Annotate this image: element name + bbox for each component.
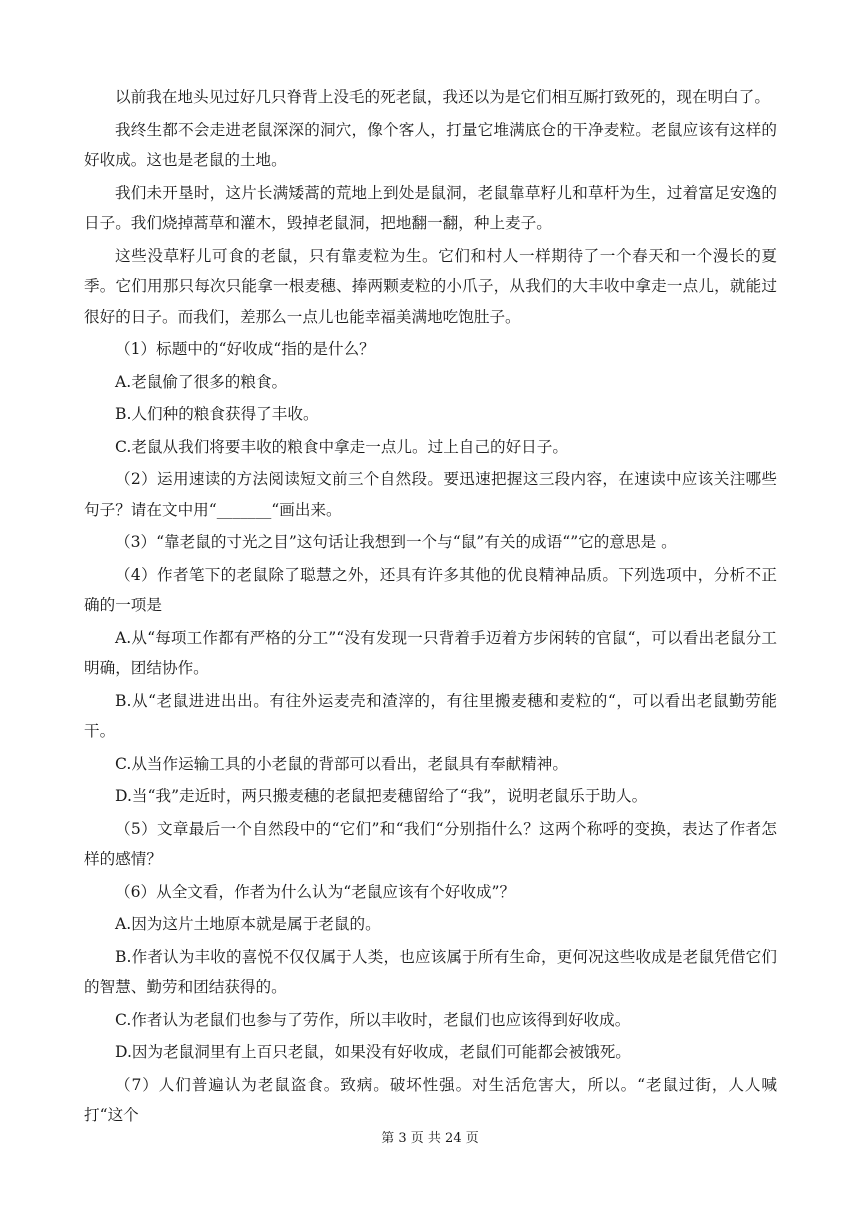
document-page bbox=[84, 82, 777, 1133]
question-5: （5）文章最后一个自然段中的“它们”和“我们“分别指什么？这两个称呼的变换，表达了作者怎样的感情？ bbox=[84, 819, 777, 868]
question-4: （4）作者笔下的老鼠除了聪慧之外，还具有许多其他的优良精神品质。下列选项中，分析不正确的一项是 bbox=[84, 565, 777, 614]
question-7: （7）人们普遍认为老鼠盗食。致病。破坏性强。对生活危害大，所以。“老鼠过街，人人喊打“这个 bbox=[84, 1075, 777, 1124]
question-2: （2）运用速读的方法阅读短文前三个自然段。要迅速把握这三段内容，在速读中应该关注哪些句子？请在文中用“_______“画出来。 bbox=[84, 470, 777, 519]
question-4-option-c: C.从当作运输工具的小老鼠的背部可以看出，老鼠具有奉献精神。 bbox=[115, 754, 568, 773]
paragraph-3: 我们未开垦时，这片长满矮蒿的荒地上到处是鼠洞，老鼠靠草籽儿和草杆为生，过着富足安逸的日子。我们烧掉蒿草和灌木，毁掉老鼠洞，把地翻一翻，种上麦子。 bbox=[84, 183, 777, 232]
paragraph-4: 这些没草籽儿可食的老鼠，只有靠麦粒为生。它们和村人一样期待了一个春天和一个漫长的夏季。它们用那只每次只能拿一根麦穗、捧两颗麦粒的小爪子，从我们的大丰收中拿走一点儿，就能过很好的日子。而我们，差那么一点儿也能幸福美满地吃饱肚子。 bbox=[84, 246, 777, 326]
paragraph-2: 我终生都不会走进老鼠深深的洞穴，像个客人，打量它堆满底仓的干净麦粒。老鼠应该有这样的好收成。这也是老鼠的土地。 bbox=[84, 120, 777, 169]
question-4-option-d: D.当“我”走近时，两只搬麦穗的老鼠把麦穗留给了“我”，说明老鼠乐于助人。 bbox=[115, 787, 648, 805]
question-6: （6）从全文看，作者为什么认为“老鼠应该有个好收成”？ bbox=[115, 882, 516, 901]
question-1-option-a: A.老鼠偷了很多的粮食。 bbox=[115, 372, 288, 391]
page-footer: 第 3 页 共 24 页 bbox=[381, 1131, 479, 1146]
question-6-option-c: C.作者认为老鼠们也参与了劳作，所以丰收时，老鼠们也应该得到好收成。 bbox=[115, 1010, 631, 1029]
paragraph-1: 以前我在地头见过好几只脊背上没毛的死老鼠，我还以为是它们相互厮打致死的，现在明白了。 bbox=[115, 88, 770, 106]
question-6-option-d: D.因为老鼠洞里有上百只老鼠，如果没有好收成，老鼠们可能都会被饿死。 bbox=[115, 1043, 631, 1061]
question-1: （1）标题中的“好收成“指的是什么？ bbox=[115, 340, 375, 358]
question-6-option-b: B.作者认为丰收的喜悦不仅仅属于人类，也应该属于所有生命，更何况这些收成是老鼠凭借它们的智慧、勤劳和团结获得的。 bbox=[84, 947, 777, 996]
question-1-option-b: B.人们种的粮食获得了丰收。 bbox=[115, 405, 319, 423]
question-4-option-a: A.从“每项工作都有严格的分工”“没有发现一只背着手迈着方步闲转的官鼠“，可以看出老鼠分工明确，团结协作。 bbox=[84, 628, 777, 677]
question-4-option-b: B.从“老鼠进进出出。有往外运麦壳和渣滓的，有往里搬麦穗和麦粒的“，可以看出老鼠勤劳能干。 bbox=[84, 691, 777, 740]
question-3: （3）“靠老鼠的寸光之目”这句话让我想到一个与“鼠”有关的成语“”它的意思是 。 bbox=[115, 533, 677, 551]
question-6-option-a: A.因为这片土地原本就是属于老鼠的。 bbox=[115, 915, 381, 933]
question-1-option-c: C.老鼠从我们将要丰收的粮食中拿走一点儿。过上自己的好日子。 bbox=[115, 437, 568, 456]
